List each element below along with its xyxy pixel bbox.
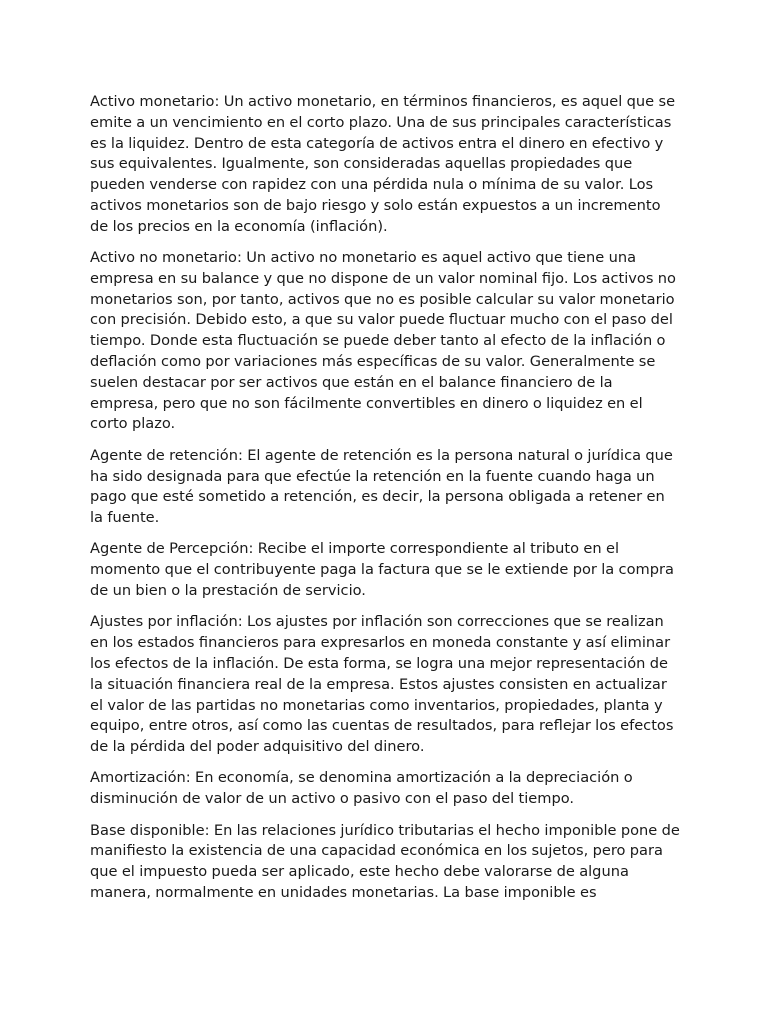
paragraph-amortizacion: Amortización: En economía, se denomina amortización a la depreciación o disminución de valor de un activo o pasivo con el paso del tiempo. <box>90 769 633 808</box>
paragraph-agente-de-retencion: Agente de retención: El agente de retención es la persona natural o jurídica que ha sido designada para que efectúe la retención en la fuente cuando haga un pago que esté sometido a retención, es decir, la persona obligada a retener en la fuente. <box>90 446 673 527</box>
paragraph-base-disponible: Base disponible: En las relaciones jurídico tributarias el hecho imponible pone de manifiesto la existencia de una capacidad económica en los sujetos, pero para que el impuesto pueda ser aplicado, este hecho debe valorarse de alguna manera, normalmente en unidades monetarias. La base imponible es <box>90 821 680 901</box>
paragraph-agente-de-percepcion: Agente de Percepción: Recibe el importe correspondiente al tributo en el momento que el contribuyente paga la factura que se le extiende por la compra de un bien o la prestación de servicio. <box>90 540 674 600</box>
paragraph-activo-monetario: Activo monetario: Un activo monetario, en términos financieros, es aquel que se emite a un vencimiento en el corto plazo. Una de sus principales características es la liquidez. Dentro de esta categoría de activos entra el dinero en efectivo y sus equivalentes. Igualmente, son consideradas aquellas propiedades que pueden venderse con rapidez con una pérdida nula o mínima de su valor. Los activos monetarios son de bajo riesgo y solo están expuestos a un incremento de los precios en la economía (inflación). <box>90 93 676 235</box>
document-body <box>90 92 680 914</box>
paragraph-ajustes-por-inflacion: Ajustes por inflación: Los ajustes por inflación son correcciones que se realizan en los estados financieros para expresarlos en moneda constante y así eliminar los efectos de la inflación. De esta forma, se logra una mejor representación de la situación financiera real de la empresa. Estos ajustes consisten en actualizar el valor de las partidas no monetarias como inventarios, propiedades, planta y equipo, entre otros, así como las cuentas de resultados, para reflejar los efectos de la pérdida del poder adquisitivo del dinero. <box>90 613 674 756</box>
paragraph-activo-no-monetario: Activo no monetario: Un activo no monetario es aquel activo que tiene una empresa en su balance y que no dispone de un valor nominal fijo. Los activos no monetarios son, por tanto, activos que no es posible calcular su valor monetario con precisión. Debido esto, a que su valor puede fluctuar mucho con el paso del tiempo. Donde esta fluctuación se puede deber tanto al efecto de la inflación o deflación como por variaciones más específicas de su valor. Generalmente se suelen destacar por ser activos que están en el balance financiero de la empresa, pero que no son fácilmente convertibles en dinero o liquidez en el corto plazo. <box>90 249 676 433</box>
